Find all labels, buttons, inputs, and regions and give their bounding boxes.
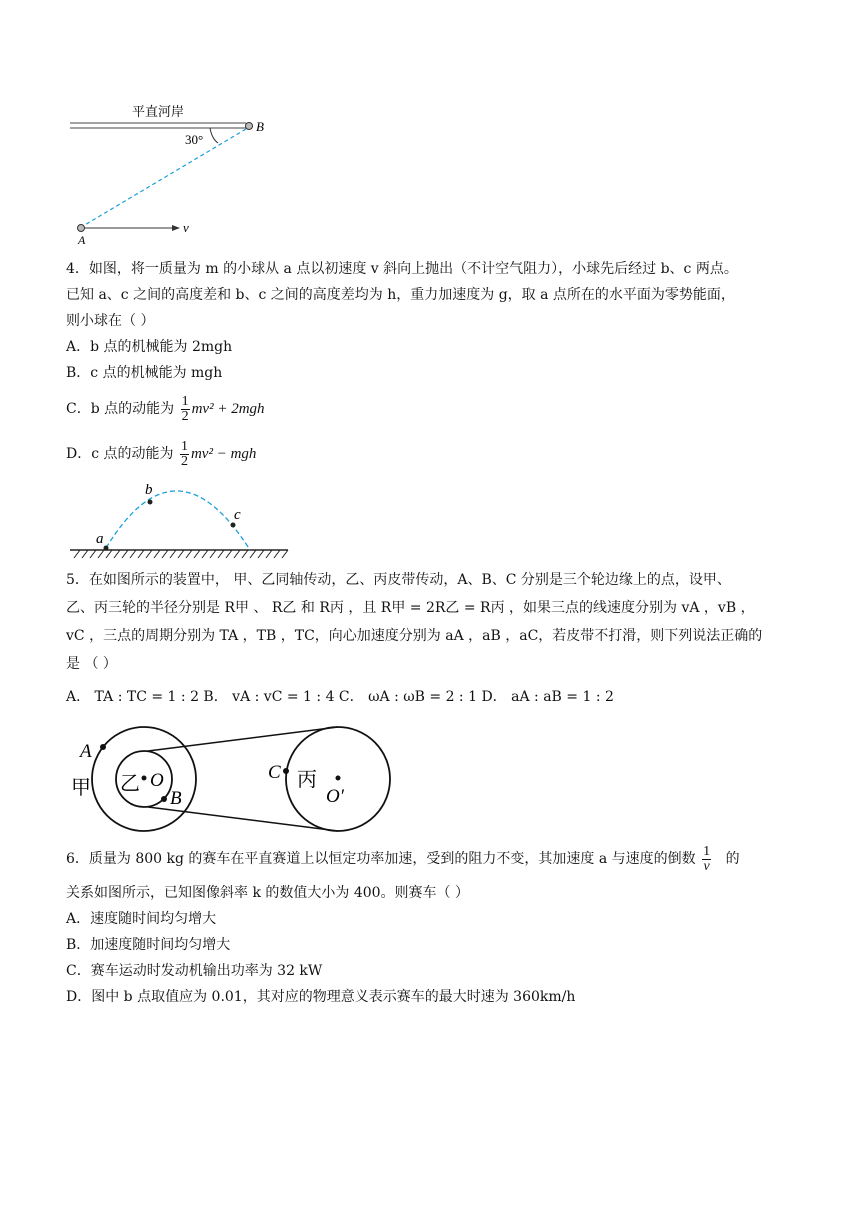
angle-label: 30°	[185, 132, 204, 147]
q4-line3: 则小球在（ ）	[66, 313, 155, 329]
wheel-yi-label: 乙	[120, 773, 140, 795]
q4-option-d-expr: mv² − mgh	[190, 446, 257, 462]
center-o-dot	[142, 776, 147, 781]
fraction-numerator: 1	[181, 393, 189, 409]
projectile-figure	[66, 478, 296, 568]
fraction-denominator: 2	[180, 453, 188, 469]
point-b-label: B	[256, 119, 264, 134]
fraction-numerator: 1	[180, 438, 188, 454]
point-a-marker	[104, 546, 109, 551]
fraction-denominator: v	[703, 858, 710, 874]
point-a-marker	[78, 225, 85, 232]
point-b-marker	[246, 123, 253, 130]
q6-option-d: D．图中 b 点取值应为 0.01，其对应的物理意义表示赛车的最大时速为 360km/h	[66, 989, 576, 1005]
point-a-label: A	[80, 741, 92, 762]
q4-option-b: B．c 点的机械能为 mgh	[66, 365, 223, 381]
center-o2-dot	[336, 776, 341, 781]
pulley-figure	[64, 722, 404, 840]
q6-option-b: B．加速度随时间均匀增大	[66, 937, 231, 953]
q4-option-c	[66, 392, 265, 426]
q6-option-a: A．速度随时间均匀增大	[66, 911, 217, 927]
q5-line4: 是 （ ）	[66, 656, 117, 672]
q4-option-d	[66, 437, 256, 471]
point-c-marker	[231, 523, 236, 528]
ground-hatch	[74, 550, 288, 558]
q6-line1	[66, 842, 740, 876]
center-o2-label: O′	[326, 786, 344, 807]
q4-option-c-expr: mv² + 2mgh	[191, 401, 265, 417]
q4-line1: 4．如图，将一质量为 m 的小球从 a 点以初速度 v 斜向上抛出（不计空气阻力），小球先后经过 b、c 两点。	[66, 261, 738, 277]
crossing-path	[83, 129, 246, 226]
point-a-label: a	[96, 531, 104, 547]
center-o-label: O	[150, 770, 164, 791]
q6-line2: 关系如图所示，已知图像斜率 k 的数值大小为 400。则赛车（ ）	[66, 885, 470, 901]
trajectory	[106, 491, 250, 550]
river-figure	[60, 95, 290, 245]
point-c-marker	[283, 768, 289, 774]
point-c-label: c	[234, 507, 241, 523]
q6-fraction	[702, 845, 711, 874]
wheel-bing-label: 丙	[297, 769, 317, 791]
fraction-numerator: 1	[703, 843, 711, 859]
q4-line2: 已知 a、c 之间的高度差和 b、c 之间的高度差均为 h，重力加速度为 g，取 a 点所在的水平面为零势能面，	[66, 287, 735, 303]
point-b-marker	[161, 796, 167, 802]
wheel-jia-label: 甲	[71, 777, 91, 799]
q6-line1-text: 6．质量为 800 kg 的赛车在平直赛道上以恒定功率加速，受到的阻力不变，其加速度 a 与速度的倒数	[66, 851, 696, 867]
point-c-label: C	[268, 762, 281, 783]
q5-line1: 5．在如图所示的装置中， 甲、乙同轴传动，乙、丙皮带传动，A、B、C 分别是三个轮边缘上的点，设甲、	[66, 572, 731, 588]
q4-option-d-fraction	[180, 440, 189, 469]
q5-options: A． TA : TC = 1 : 2 B． vA : vC = 1 : 4 C． ωA : ωB = 2 : 1 D． aA : aB = 1 : 2	[66, 689, 614, 705]
velocity-label: v	[183, 220, 189, 235]
river-bank-label: 平直河岸	[132, 104, 185, 119]
q4-option-c-fraction	[181, 395, 190, 424]
fraction-denominator: 2	[181, 408, 189, 424]
point-b-label: B	[170, 788, 182, 809]
q6-option-c: C．赛车运动时发动机输出功率为 32 kW	[66, 963, 323, 979]
q5-line2: 乙、丙三轮的半径分别是 R甲 、 R乙 和 R丙 ，且 R甲 = 2R乙 = R丙 ，如果三点的线速度分别为 vA ，vB ，	[66, 600, 755, 616]
point-a-label: A	[78, 233, 86, 245]
point-b-marker	[148, 500, 153, 505]
q4-option-c-prefix: C．b 点的动能为	[66, 401, 175, 417]
q6-line1-end: 的	[725, 851, 740, 867]
point-a-marker	[100, 744, 106, 750]
q4-option-d-prefix: D．c 点的动能为	[66, 446, 174, 462]
q5-line3: vC ，三点的周期分别为 TA ，TB ，TC，向心加速度分别为 aA ，aB ，aC，若皮带不打滑，则下列说法正确的	[66, 628, 763, 644]
angle-arc	[210, 128, 218, 143]
point-b-label: b	[145, 482, 153, 498]
q4-option-a: A．b 点的机械能为 2mgh	[66, 339, 233, 355]
velocity-arrowhead	[172, 225, 180, 231]
